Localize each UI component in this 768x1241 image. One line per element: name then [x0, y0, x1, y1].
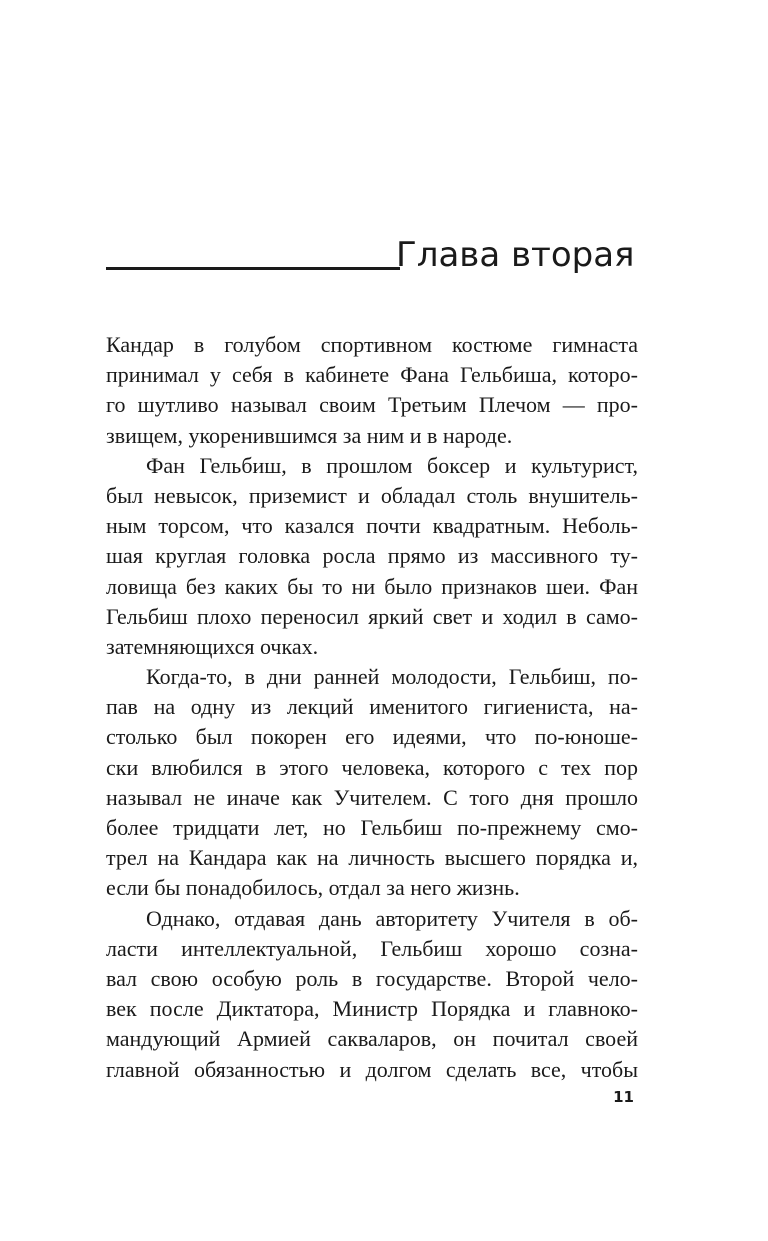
chapter-title: Глава вторая: [396, 235, 635, 275]
text-line: Гельбиш плохо переносил яркий свет и ходил в само-: [106, 603, 638, 629]
text-line: шая круглая головка росла прямо из массивного ту-: [106, 543, 638, 569]
page-number: 11: [613, 1088, 634, 1106]
text-line: ловища без каких бы то ни было признаков шеи. Фан: [106, 573, 638, 599]
text-line: ным торсом, что казался почти квадратным. Неболь-: [106, 513, 638, 539]
text-line: звищем, укоренившимся за ним и в народе.: [106, 422, 513, 448]
text-line: Фан Гельбиш, в прошлом боксер и культурист,: [146, 452, 638, 478]
text-line: затемняющихся очках.: [106, 633, 319, 659]
paragraph-1: [106, 330, 638, 451]
text-line: Кандар в голубом спортивном костюме гимнаста: [106, 332, 638, 357]
text-line: вал свою особую роль в государстве. Второй чело-: [106, 965, 638, 991]
text-line: трел на Кандара как на личность высшего порядка и,: [106, 845, 638, 871]
text-line: столько был покорен его идеями, что по-юношe-: [106, 724, 638, 750]
text-line: более тридцати лет, но Гельбиш по-прежнему смо-: [106, 815, 638, 840]
paragraph-2: [106, 451, 638, 662]
text-line: главной обязанностью и долгом сделать все, чтобы: [106, 1056, 638, 1082]
text-line: Когда-то, в дни ранней молодости, Гельбиш, по-: [146, 664, 638, 690]
text-line: был невысок, приземист и обладал столь внушитель-: [106, 482, 638, 508]
text-line: пав на одну из лекций именитого гигиениста, на-: [106, 694, 638, 720]
text-line: называл не иначе как Учителем. С того дня прошло: [106, 784, 638, 810]
text-line: ласти интеллектуальной, Гельбиш хорошо созна-: [106, 935, 638, 961]
text-line: го шутливо называл своим Третьим Плечом — про-: [106, 392, 638, 418]
paragraph-3: [106, 662, 638, 904]
body-text: [106, 330, 638, 1085]
text-line: принимал у себя в кабинете Фана Гельбиша, которо-: [106, 362, 638, 388]
text-line: мандующий Армией сакваларов, он почитал своей: [106, 1026, 638, 1052]
text-line: век после Диктатора, Министр Порядка и главноко-: [106, 996, 638, 1022]
text-line: ски влюбился в этого человека, которого с тех пор: [106, 754, 638, 780]
text-line: если бы понадобилось, отдал за него жизнь.: [106, 875, 520, 901]
text-line: Однако, отдавая дань авторитету Учителя в об-: [146, 905, 638, 931]
paragraph-4: [106, 904, 638, 1085]
chapter-rule: [106, 267, 400, 270]
